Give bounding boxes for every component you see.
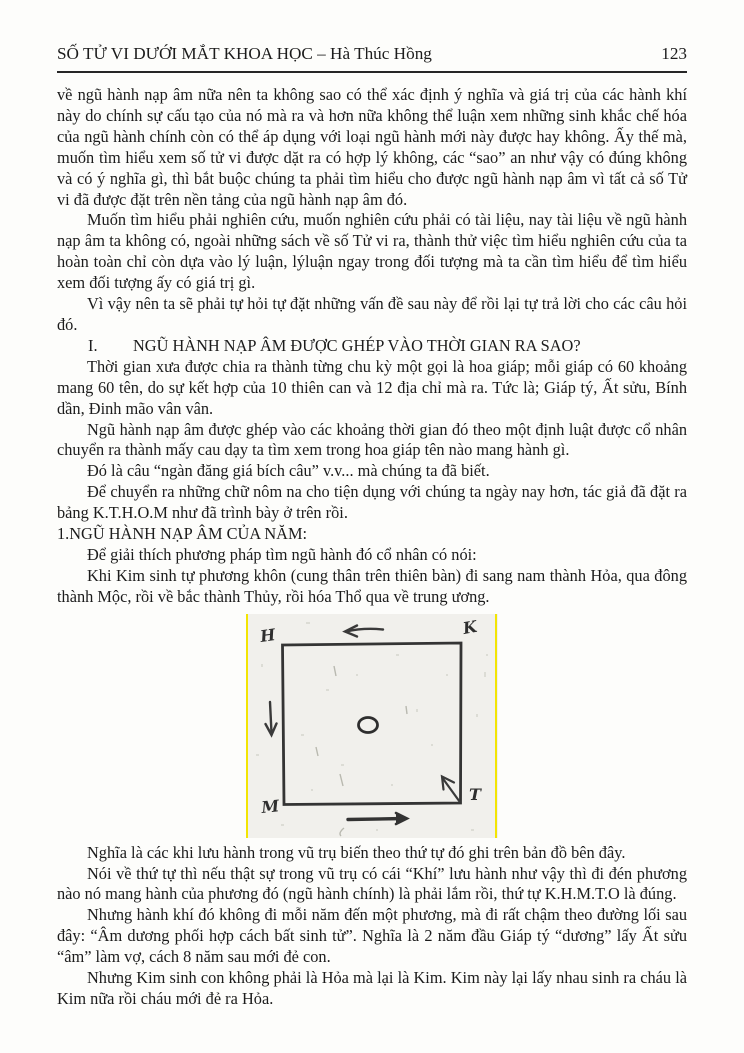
arrow-up-left-icon: [442, 776, 460, 801]
arrow-down-icon: [266, 702, 277, 735]
highlight-line-right: [495, 614, 497, 838]
section-title: NGŨ HÀNH NẠP ÂM ĐƯỢC GHÉP VÀO THỜI GIAN RA SAO?: [133, 335, 581, 355]
corner-label-bottom-left: M: [260, 795, 281, 817]
paragraph: Nhưng Kim sinh con không phải là Hỏa mà lại là Kim. Kim này lại lấy nhau sinh ra cháu là Kim nữa rồi cháu mới đẻ ra Hỏa.: [57, 968, 687, 1008]
diagram-square: [283, 643, 462, 805]
paragraph: Khi Kim sinh tự phương khôn (cung thân trên thiên bàn) đi sang nam thành Hỏa, qua đông thành Mộc, rồi về bắc thành Thủy, rồi hóa Thổ qua về trung ương.: [57, 565, 687, 606]
paragraph: Muốn tìm hiểu phải nghiên cứu, muốn nghiên cứu phải có tài liệu, nay tài liệu về ngũ hành nạp âm ta không có, ngoài những sách về số Tử vi ra, thành thử việc tìm hiểu nghiên cứu của ta hoàn toàn chỉ còn dựa vào lý luận, lýluận ngay trong đối tượng mà ta cần tìm hiểu để tìm hiểu xem đối tượng ấy có giá trị gì.: [57, 210, 687, 293]
paragraph: Nói về thứ tự thì nếu thật sự trong vũ trụ có cái “Khí” lưu hành như vậy thì đi đén phương nào nó mang hành của phương đó (ngũ hành chính) là phải lắm rồi, thứ tự K.H.M.T.O là đúng.: [57, 863, 687, 904]
five-elements-diagram: [246, 614, 498, 838]
corner-label-top-right: K: [461, 616, 479, 638]
page-header: [57, 44, 687, 64]
body-text: [57, 85, 687, 1010]
arrow-right-icon: [348, 813, 407, 824]
paragraph: Vì vậy nên ta sẽ phải tự hỏi tự đặt những vấn đề sau này để rồi lại tự trả lời cho các câu hỏi đó.: [57, 294, 687, 334]
paragraph: Nhưng hành khí đó không đi mỗi năm đến một phương, mà đi rất chậm theo đường lối sau đây: “Âm dương phối hợp cách bất sinh tử”. Nghĩa là 2 năm đầu Giáp tý “dương” lấy Ất sửu “âm” làm vợ, cách 8 năm sau mới đẻ con.: [57, 905, 687, 967]
paragraph: Đó là câu “ngàn đăng giá bích câu” v.v... mà chúng ta đã biết.: [87, 461, 490, 481]
section-heading: [57, 336, 687, 357]
book-title: SỐ TỬ VI DƯỚI MẮT KHOA HỌC – Hà Thúc Hồng: [57, 44, 432, 63]
corner-label-bottom-right: T: [469, 784, 481, 804]
paragraph: Nghĩa là các khi lưu hành trong vũ trụ biến theo thứ tự đó ghi trên bản đồ bên đây.: [87, 842, 626, 862]
paragraph: Ngũ hành nạp âm được ghép vào các khoảng thời gian đó theo một định luật được cổ nhân chuyển ra thành mấy cau dạy ta tìm xem trong hoa giáp tên nào mang hành gì.: [57, 419, 687, 460]
paragraph: Thời gian xưa được chia ra thành từng chu kỳ một gọi là hoa giáp; mỗi giáp có 60 khoảng mang 60 tên, do sự kết hợp của 10 thiên can và 12 địa chỉ mà ra. Tức là; Giáp tý, Ất sửu, Bính dần, Đinh mão vân vân.: [57, 356, 687, 418]
header-rule: [57, 71, 687, 73]
paragraph: Để giải thích phương pháp tìm ngũ hành đó cổ nhân có nói:: [87, 544, 477, 564]
corner-label-top-left: H: [258, 624, 277, 646]
section-number: I.: [88, 335, 98, 355]
page-number: 123: [661, 44, 687, 63]
arrow-left-icon: [345, 625, 383, 636]
scan-noise: [256, 622, 488, 831]
paragraph: Để chuyển ra những chữ nôm na cho tiện dụng với chúng ta ngày nay hơn, tác giả đã đặt ra bảng K.T.H.O.M như đã trình bày ở trên rồi.: [57, 482, 687, 523]
subsection-heading: 1.NGŨ HÀNH NẠP ÂM CỦA NĂM:: [57, 524, 308, 544]
paragraph: về ngũ hành nạp âm nữa nên ta không sao có thể xác định ý nghĩa và giá trị của các hành khí này do chính sự cấu tạo của nó mà ra và hơn nữa không thể luận xem những sinh khắc chế hóa của ngũ hành chính còn có thể áp dụng với loại ngũ hành mới này được hay không. Ấy thế mà, muốn tìm hiểu xem số tử vi được dặt ra có hợp lý không, các “sao” an như vậy có đúng không và có ý nghĩa gì, thì bắt buộc chúng ta phải tìm hiểu cho được ngũ hành nạp âm vì tất cả số Tử vi đã được đặt trên nền tảng của ngũ hành nạp âm đó.: [57, 85, 687, 209]
center-label-o: [359, 717, 378, 732]
highlight-line-left: [246, 614, 248, 838]
scan-ticks: [316, 666, 407, 836]
